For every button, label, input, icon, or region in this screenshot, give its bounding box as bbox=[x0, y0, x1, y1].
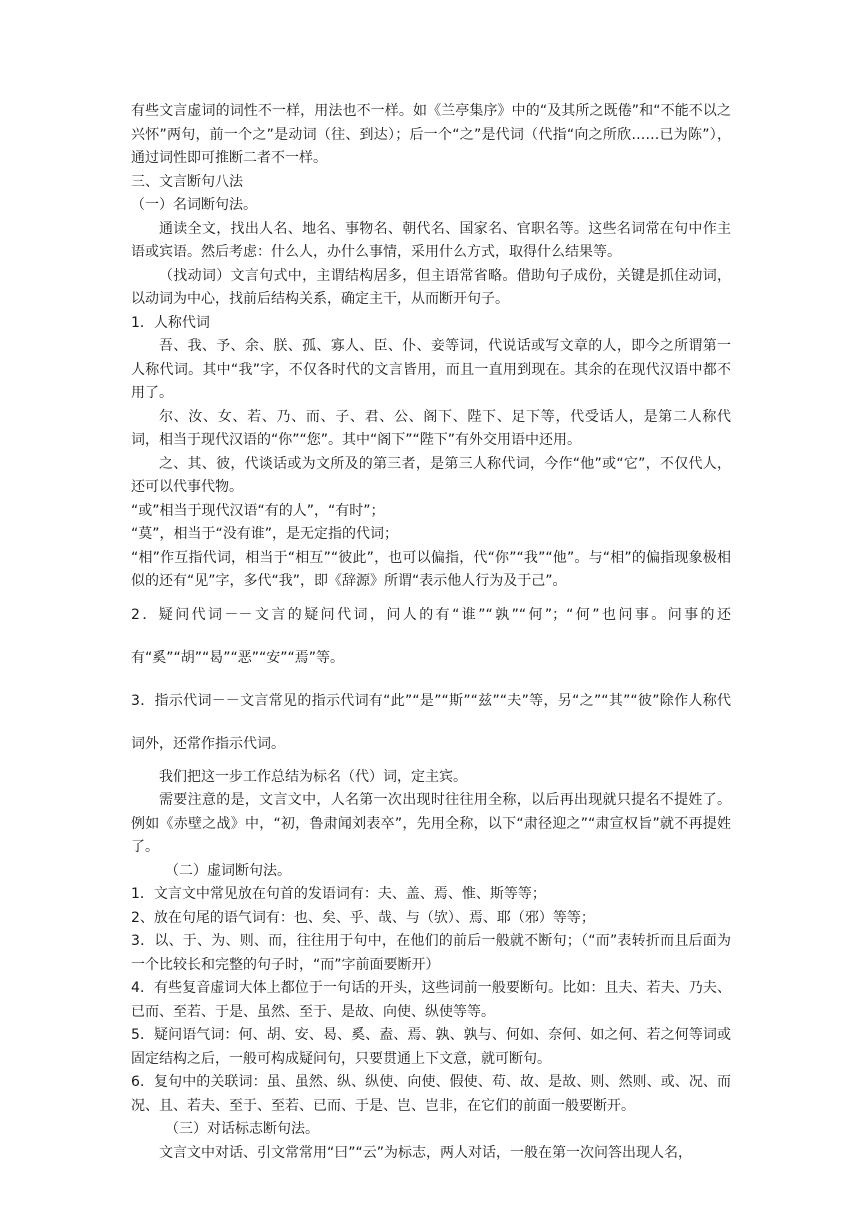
list-item: 3．指示代词－－文言常见的指示代词有“此”“是”“斯”“兹”“夫”等，另“之”“其”“彼”除作人称代词外，还常作指示代词。 bbox=[131, 692, 731, 752]
paragraph: “或”相当于现代汉语“有的人”，“有时”； bbox=[131, 502, 385, 519]
paragraph: “相”作互指代词，相当于“相互”“彼此”，也可以偏指，代“你”“我”“他”。与“相”的偏指现象极相似的还有“见”字，多代“我”，即《辞源》所谓“表示他人行为及于己”。 bbox=[131, 549, 731, 589]
paragraph: 通读全文，找出人名、地名、事物名、朝代名、国家名、官职名等。这些名词常在句中作主语或宾语。然后考虑：什么人，办什么事情，采用什么方式，取得什么结果等。 bbox=[131, 220, 731, 260]
paragraph: 需要注意的是，文言文中，人名第一次出现时往往用全称，以后再出现就只提名不提姓了。例如《赤壁之战》中，“初，鲁肃闻刘表卒”，先用全称，以下“肃径迎之”“肃宣权旨”就不再提姓了。 bbox=[131, 792, 731, 855]
list-item: 3．以、于、为、则、而，往往用于句中，在他们的前后一般就不断句；（“而”表转折而且后面为一个比较长和完整的句子时，“而”字前面要断开） bbox=[131, 933, 731, 973]
paragraph: 之、其、彼，代谈话或为文所及的第三者，是第三人称代词，今作“他”或“它”，不仅代人，还可以代事代物。 bbox=[131, 455, 731, 495]
list-item: 2．疑问代词－－文言的疑问代词，问人的有“谁”“孰”“何”；“何”也问事。问事的还有“奚”“胡”“曷”“恶”“安”“焉”等。 bbox=[131, 606, 731, 666]
list-item: 5．疑问语气词：何、胡、安、曷、奚、盍、焉、孰、孰与、何如、奈何、如之何、若之何等词或固定结构之后，一般可构成疑问句，只要贯通上下文意，就可断句。 bbox=[131, 1027, 731, 1067]
paragraph-intro: 有些文言虚词的词性不一样，用法也不一样。如《兰亭集序》中的“及其所之既倦”和“不能不以之兴怀”两句，前一个之”是动词（往、到达）；后一个“之”是代词（代指“向之所欣……已为陈”），通过词性即可推断二者不一样。 bbox=[131, 103, 731, 166]
subsection-heading: （二）虚词断句法。 bbox=[165, 862, 291, 879]
list-heading: 1．人称代词 bbox=[131, 314, 210, 331]
list-item: 2、放在句尾的语气词有：也、矣、乎、哉、与（欤）、焉、耶（邪）等等； bbox=[131, 909, 595, 926]
paragraph: 尔、汝、女、若、乃、而、子、君、公、阁下、陛下、足下等，代受话人，是第二人称代词，相当于现代汉语的“你”“您”。其中“阁下”“陛下”有外交用语中还用。 bbox=[131, 408, 731, 448]
document-body bbox=[131, 100, 731, 1165]
paragraph: （找动词）文言句式中，主谓结构居多，但主语常省略。借助句子成份，关键是抓住动词，以动词为中心，找前后结构关系，确定主干，从而断开句子。 bbox=[131, 267, 731, 307]
list-item: 4．有些复音虚词大体上都位于一句话的开头，这些词前一般要断句。比如：且夫、若夫、乃夫、已而、至若、于是、虽然、至于、是故、向使、纵使等等。 bbox=[131, 980, 731, 1020]
paragraph: 吾、我、予、余、朕、孤、寡人、臣、仆、妾等词，代说话或写文章的人，即今之所谓第一人称代词。其中“我”字，不仅各时代的文言皆用，而且一直用到现在。其余的在现代汉语中都不用了。 bbox=[131, 338, 731, 401]
paragraph: 我们把这一步工作总结为标名（代）词，定主宾。 bbox=[159, 768, 467, 785]
list-item: 1．文言文中常见放在句首的发语词有：夫、盖、焉、惟、斯等等； bbox=[131, 886, 546, 902]
subsection-heading: （一）名词断句法。 bbox=[131, 197, 257, 213]
section-heading: 三、文言断句八法 bbox=[131, 173, 243, 190]
list-item: 6．复句中的关联词：虽、虽然、纵、纵使、向使、假使、苟、故、是故、则、然则、或、况、而况、且、若夫、至于、至若、已而、于是、岂、岂非，在它们的前面一般要断开。 bbox=[131, 1074, 731, 1114]
subsection-heading: （三）对话标志断句法。 bbox=[165, 1121, 319, 1137]
paragraph: 文言文中对话、引文常常用“曰”“云”为标志，两人对话，一般在第一次问答出现人名， bbox=[159, 1144, 693, 1161]
paragraph: “莫”，相当于“没有谁”，是无定指的代词； bbox=[131, 526, 399, 542]
